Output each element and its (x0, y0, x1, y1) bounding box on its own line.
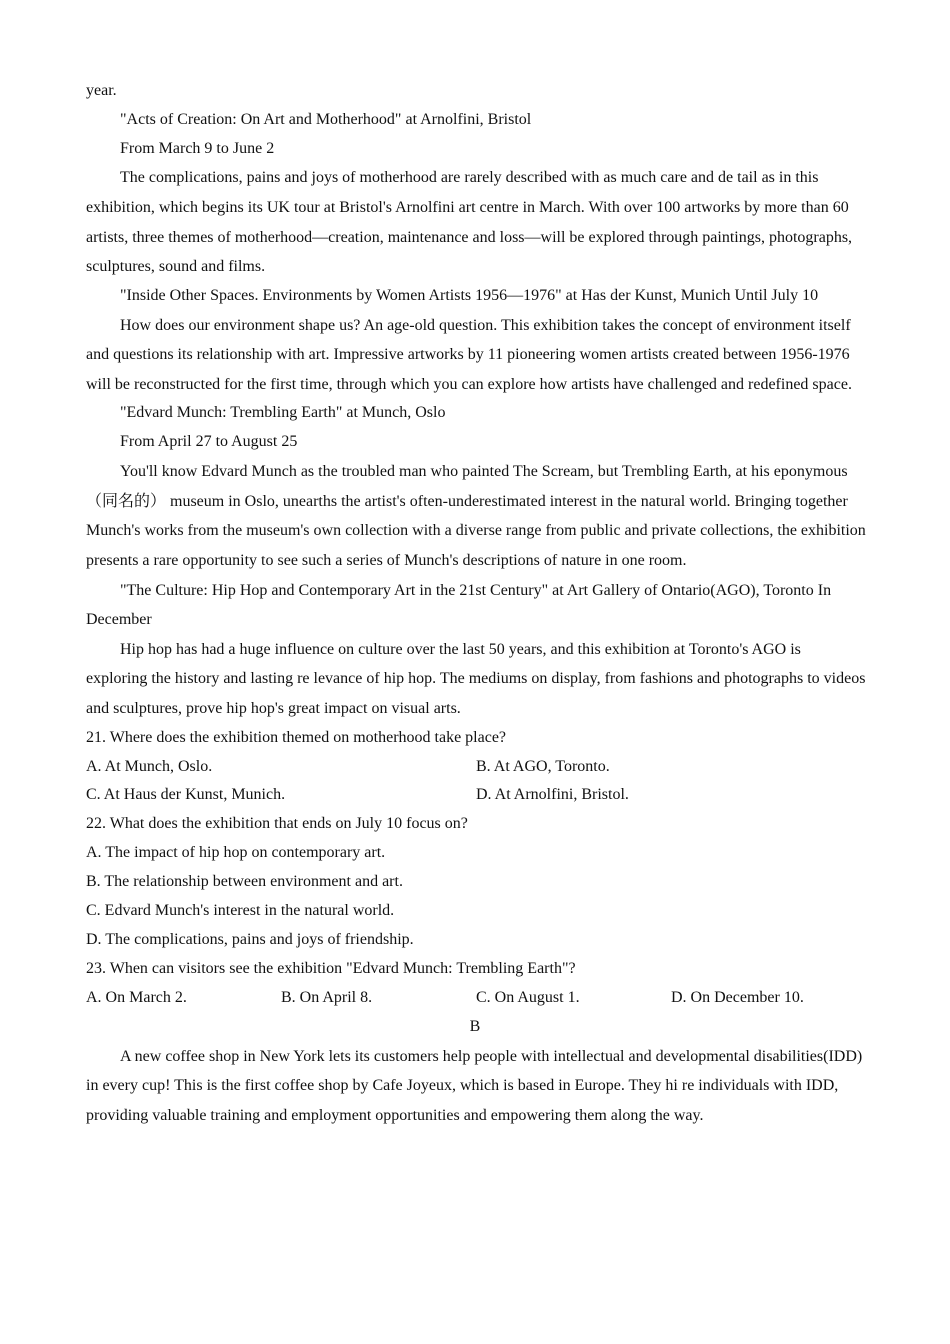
option-a: A. On March 2. (86, 988, 187, 1006)
question-23-stem: 23. When can visitors see the exhibition "Edvard Munch: Trembling Earth"? (86, 959, 576, 977)
passage-b-paragraph: A new coffee shop in New York lets its customers help people with intellectual and developmental disabilities(IDD) in every cup! This is the first coffee shop by Cafe Joyeux, which is based in Europe. They hi re individuals with IDD, providing valuable training and employment opportunities and empowering them along the way. (86, 1047, 863, 1124)
exhibit-description: Hip hop has had a huge influence on culture over the last 50 years, and this exhibition at Toronto's AGO is exploring the history and lasting re levance of hip hop. The mediums on display, from fashions and photographs to videos and sculptures, prove hip hop's great impact on visual arts. (86, 640, 866, 718)
continuation-text: year. (86, 82, 117, 99)
option-c: C. Edvard Munch's interest in the natural world. (86, 902, 395, 920)
exhibit-description: You'll know Edvard Munch as the troubled man who painted The Scream, but Trembling Earth, at his eponymous（同名的） museum in Oslo, unearths the artist's often-underestimated interest in the natural world. Bringing together Munch's works from the museum's own collection with a diverse range from public and private collections, the exhibition presents a rare opportunity to see such a series of Munch's descriptions of nature in one room. (86, 463, 866, 570)
option-b: B. The relationship between environment and art. (86, 873, 403, 891)
exhibit-description: How does our environment shape us? An age-old question. This exhibition takes the concept of environment itself and questions its relationship with art. Impressive artworks by 11 pioneering women artists created between 1956-1976 will be reconstructed for the first time, through which you can explore how artists have challenged and redefined space. (86, 316, 852, 393)
exhibit-title: "Acts of Creation: On Art and Motherhood" at Arnolfini, Bristol (120, 110, 532, 128)
document-page (86, 76, 866, 1130)
option-c: C. On August 1. (476, 988, 580, 1006)
section-heading: B (469, 1017, 481, 1035)
option-b: B. On April 8. (281, 988, 373, 1006)
exhibit-title: "Inside Other Spaces. Environments by Women Artists 1956—1976" at Has der Kunst, Munich Until July 10 (120, 286, 819, 304)
exhibit-date: From March 9 to June 2 (120, 139, 275, 157)
option-a: A. At Munch, Oslo. (86, 757, 213, 775)
exhibit-title: "Edvard Munch: Trembling Earth" at Munch, Oslo (120, 404, 446, 422)
option-c: C. At Haus der Kunst, Munich. (86, 786, 286, 804)
option-d: D. The complications, pains and joys of friendship. (86, 930, 414, 948)
question-22-stem: 22. What does the exhibition that ends on July 10 focus on? (86, 815, 468, 833)
question-21-stem: 21. Where does the exhibition themed on motherhood take place? (86, 728, 507, 746)
exhibit-description: The complications, pains and joys of motherhood are rarely described with as much care and de tail as in this exhibition, which begins its UK tour at Bristol's Arnolfini art centre in March. With over 100 artworks by more than 60 artists, three themes of motherhood—creation, maintenance and loss—will be explored through paintings, photographs, sculptures, sound and films. (86, 169, 853, 276)
question-23-options (86, 984, 866, 1013)
option-d: D. At Arnolfini, Bristol. (476, 786, 629, 804)
question-21-options-row-1 (86, 753, 866, 782)
option-b: B. At AGO, Toronto. (476, 757, 610, 775)
question-21-options-row-2 (86, 781, 866, 810)
option-d: D. On December 10. (671, 988, 804, 1006)
option-a: A. The impact of hip hop on contemporary art. (86, 844, 386, 862)
exhibit-date: From April 27 to August 25 (120, 433, 298, 451)
exhibit-title: "The Culture: Hip Hop and Contemporary Art in the 21st Century" at Art Gallery of Ontario(AGO), Toronto In December (86, 581, 832, 629)
